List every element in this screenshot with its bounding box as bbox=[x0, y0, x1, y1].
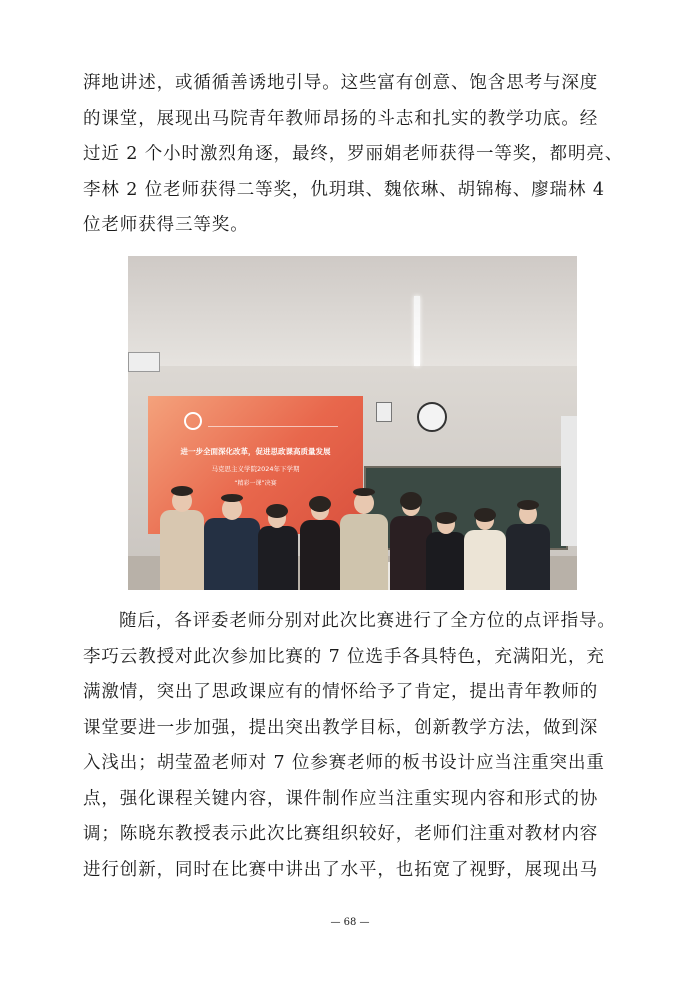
wall-clock bbox=[417, 402, 447, 432]
group-photo bbox=[128, 256, 577, 590]
hanging-light bbox=[414, 296, 420, 366]
school-name-banner bbox=[208, 410, 338, 427]
text-line: 的课堂，展现出马院青年教师昂扬的斗志和扎实的教学功底。经 bbox=[83, 108, 599, 129]
text-line: 点，强化课程关键内容，课件制作应当注重实现内容和形式的协 bbox=[83, 788, 599, 809]
projector bbox=[128, 352, 160, 372]
text-line: 湃地讲述，或循循善诱地引导。这些富有创意、饱含思考与深度 bbox=[83, 73, 599, 93]
text-line: 随后，各评委老师分别对此次比赛进行了全方位的点评指导。 bbox=[119, 611, 616, 631]
paragraph-judges-comments bbox=[83, 604, 623, 888]
text-line: 调；陈晓东教授表示此次比赛组织较好，老师们注重对教材内容 bbox=[83, 824, 599, 844]
slide-title: 进一步全面深化改革，促进思政课高质量发展 bbox=[180, 447, 331, 456]
text-line: 进行创新，同时在比赛中讲出了水平，也拓宽了视野，展现出马 bbox=[83, 859, 599, 880]
wall-frame bbox=[376, 402, 392, 422]
text-line: 入浅出；胡莹盈老师对 7 位参赛老师的板书设计应当注重突出重 bbox=[83, 753, 605, 773]
text-line: 位老师获得三等奖。 bbox=[83, 215, 249, 235]
text-line: 课堂要进一步加强，提出突出教学目标，创新教学方法，做到深 bbox=[83, 717, 599, 738]
text-line: 李林 2 位老师获得二等奖，仇玥琪、魏依琳、胡锦梅、廖瑞林 4 bbox=[83, 179, 605, 200]
wall-poster bbox=[561, 416, 577, 546]
text-line: 过近 2 个小时激烈角逐，最终，罗丽娟老师获得一等奖，都明亮、 bbox=[83, 144, 624, 164]
text-line: 满激情，突出了思政课应有的情怀给予了肯定，提出青年教师的 bbox=[83, 682, 599, 702]
school-logo bbox=[184, 412, 202, 430]
page-number: — 68 — bbox=[330, 917, 370, 928]
paragraph-award-results bbox=[83, 66, 623, 244]
text-line: 李巧云教授对此次参加比赛的 7 位选手各具特色，充满阳光，充 bbox=[83, 646, 605, 667]
ceiling bbox=[128, 256, 577, 366]
slide-subtitle: 马克思主义学院2024年下学期 bbox=[211, 465, 300, 473]
slide-event-name: “精彩一课”决赛 bbox=[234, 480, 277, 487]
